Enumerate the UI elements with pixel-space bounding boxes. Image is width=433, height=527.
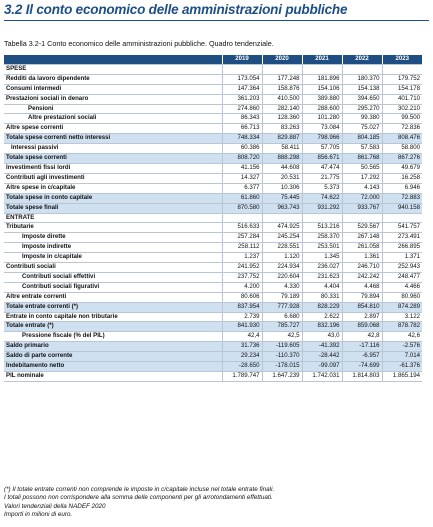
row-label: Totale spese correnti — [4, 154, 222, 164]
row-label: Contributi sociali figurativi — [4, 282, 222, 292]
row-value: 1.371 — [382, 253, 422, 263]
section-row — [4, 213, 422, 223]
row-value: -6.957 — [342, 352, 382, 362]
row-label: SPESE — [4, 64, 222, 74]
row-value — [262, 213, 302, 223]
row-value: 273.491 — [382, 233, 422, 243]
row-value: 529.567 — [342, 223, 382, 233]
row-value: 1.789.747 — [222, 372, 262, 382]
row-value — [342, 213, 382, 223]
table-row — [4, 173, 422, 183]
row-value: 4.466 — [382, 282, 422, 292]
row-value: 785.727 — [262, 322, 302, 332]
row-label: Totale entrate (*) — [4, 322, 222, 332]
table-row — [4, 74, 422, 84]
row-value — [302, 213, 342, 223]
row-value: 5.373 — [302, 183, 342, 193]
row-value — [382, 213, 422, 223]
table-row — [4, 134, 422, 144]
row-value: 808.720 — [222, 154, 262, 164]
row-value: 10.306 — [262, 183, 302, 193]
row-value: 72.883 — [382, 193, 422, 203]
table-row — [4, 114, 422, 124]
row-value: 1.345 — [302, 253, 342, 263]
row-label: Saldo primario — [4, 342, 222, 352]
table-row — [4, 203, 422, 213]
row-value: -17.116 — [342, 342, 382, 352]
row-value: -178.015 — [262, 362, 302, 372]
row-value: 179.752 — [382, 74, 422, 84]
row-value: 72.000 — [342, 193, 382, 203]
row-value: 177.248 — [262, 74, 302, 84]
row-value: 2.622 — [302, 312, 342, 322]
row-value: 147.364 — [222, 84, 262, 94]
row-value — [262, 64, 302, 74]
row-label: Imposte indirette — [4, 243, 222, 253]
row-value: -28.650 — [222, 362, 262, 372]
row-value: 20.531 — [262, 173, 302, 183]
row-label: Consumi intermedi — [4, 84, 222, 94]
table-row — [4, 94, 422, 104]
row-value: 804.185 — [342, 134, 382, 144]
header-year: 2021 — [302, 55, 342, 64]
table-row — [4, 243, 422, 253]
section-heading: 3.2 Il conto economico delle amministrazioni pubbliche — [4, 2, 348, 17]
row-value: 154.106 — [302, 84, 342, 94]
row-value: 57.583 — [342, 144, 382, 154]
row-value: 258.370 — [302, 233, 342, 243]
row-value: 1.361 — [342, 253, 382, 263]
table-notes — [4, 486, 274, 519]
row-value: 224.934 — [262, 263, 302, 273]
row-value: 180.370 — [342, 74, 382, 84]
row-value: 2.739 — [222, 312, 262, 322]
row-value: 181.896 — [302, 74, 342, 84]
row-value: 258.112 — [222, 243, 262, 253]
row-value: 236.027 — [302, 263, 342, 273]
row-value: 73.084 — [302, 124, 342, 134]
row-label: PIL nominale — [4, 372, 222, 382]
row-value: 1.865.194 — [382, 372, 422, 382]
row-value: 6.946 — [382, 183, 422, 193]
row-value: 4.143 — [342, 183, 382, 193]
row-value: 267.148 — [342, 233, 382, 243]
row-value: -61.376 — [382, 362, 422, 372]
row-label: Altre spese correnti — [4, 124, 222, 134]
row-value: 940.158 — [382, 203, 422, 213]
row-value: 44.608 — [262, 163, 302, 173]
heading-rule — [4, 20, 429, 21]
row-value: -41.392 — [302, 342, 342, 352]
row-value: 237.752 — [222, 272, 262, 282]
row-value: 7.014 — [382, 352, 422, 362]
row-value: 220.604 — [262, 272, 302, 282]
row-value: 80.960 — [382, 292, 422, 302]
row-value: 829.887 — [262, 134, 302, 144]
row-value: 17.292 — [342, 173, 382, 183]
table-row — [4, 154, 422, 164]
row-label: ENTRATE — [4, 213, 222, 223]
row-value: 50.565 — [342, 163, 382, 173]
note-line: Valori tendenziali della NADEF 2020 — [4, 502, 106, 510]
row-value: 302.210 — [382, 104, 422, 114]
row-value: 516.633 — [222, 223, 262, 233]
row-label: Imposte in c/capitale — [4, 253, 222, 263]
table-row — [4, 342, 422, 352]
row-label: Totale spese finali — [4, 203, 222, 213]
row-value: 410.500 — [262, 94, 302, 104]
row-value: 288.600 — [302, 104, 342, 114]
row-value: 4.468 — [342, 282, 382, 292]
row-value: 828.229 — [302, 302, 342, 312]
row-value: 41.156 — [222, 163, 262, 173]
row-value: 933.767 — [342, 203, 382, 213]
row-value: 274.860 — [222, 104, 262, 114]
row-value: -2.576 — [382, 342, 422, 352]
row-value: 42,4 — [222, 332, 262, 342]
row-value: 3.122 — [382, 312, 422, 322]
table-row — [4, 263, 422, 273]
row-value: 832.196 — [302, 322, 342, 332]
table-row — [4, 84, 422, 94]
row-value: -119.605 — [262, 342, 302, 352]
row-value: 1.237 — [222, 253, 262, 263]
row-value: -99.097 — [302, 362, 342, 372]
row-label: Imposte dirette — [4, 233, 222, 243]
header-year: 2022 — [342, 55, 382, 64]
row-value: 1.120 — [262, 253, 302, 263]
row-value: 74.622 — [302, 193, 342, 203]
table-row — [4, 104, 422, 114]
row-value: 4.200 — [222, 282, 262, 292]
row-value: 257.284 — [222, 233, 262, 243]
row-value: 42,6 — [382, 332, 422, 342]
row-value: 21.775 — [302, 173, 342, 183]
row-value: 261.058 — [342, 243, 382, 253]
row-value: 394.650 — [342, 94, 382, 104]
row-value: 248.477 — [382, 272, 422, 282]
table-row — [4, 322, 422, 332]
row-label: Saldo di parte corrente — [4, 352, 222, 362]
row-label: Contributi agli investimenti — [4, 173, 222, 183]
table-row — [4, 124, 422, 134]
row-value: 856.671 — [302, 154, 342, 164]
row-value: 42,5 — [262, 332, 302, 342]
row-value: 31.736 — [222, 342, 262, 352]
row-value: 173.054 — [222, 74, 262, 84]
table-row — [4, 302, 422, 312]
row-value: 99.380 — [342, 114, 382, 124]
row-value: 861.768 — [342, 154, 382, 164]
row-value: 854.810 — [342, 302, 382, 312]
row-value: 80.606 — [222, 292, 262, 302]
row-value: 1.742.031 — [302, 372, 342, 382]
row-value: 231.623 — [302, 272, 342, 282]
row-value: 158.876 — [262, 84, 302, 94]
row-value: 474.925 — [262, 223, 302, 233]
row-value: 295.270 — [342, 104, 382, 114]
row-value: 101.280 — [302, 114, 342, 124]
row-value: 874.289 — [382, 302, 422, 312]
row-value: 859.068 — [342, 322, 382, 332]
row-value: 79.894 — [342, 292, 382, 302]
row-label: Altre entrate correnti — [4, 292, 222, 302]
table-row — [4, 372, 422, 382]
row-value: 931.292 — [302, 203, 342, 213]
table-row — [4, 332, 422, 342]
row-value: 154.178 — [382, 84, 422, 94]
row-value: 241.952 — [222, 263, 262, 273]
row-value: 1.814.803 — [342, 372, 382, 382]
table-row — [4, 352, 422, 362]
row-value: 57.705 — [302, 144, 342, 154]
row-value: 47.474 — [302, 163, 342, 173]
row-label: Contributi sociali effettivi — [4, 272, 222, 282]
table-row — [4, 144, 422, 154]
row-value: -110.370 — [262, 352, 302, 362]
row-value: 79.189 — [262, 292, 302, 302]
income-statement-table — [4, 55, 422, 382]
row-value: 154.138 — [342, 84, 382, 94]
row-value: 75.027 — [342, 124, 382, 134]
row-value — [222, 213, 262, 223]
section-row — [4, 64, 422, 74]
row-label: Totale spese correnti netto interessi — [4, 134, 222, 144]
header-year: 2019 — [222, 55, 262, 64]
row-value: 867.276 — [382, 154, 422, 164]
row-value: 66.713 — [222, 124, 262, 134]
row-value: -28.442 — [302, 352, 342, 362]
row-value: 777.928 — [262, 302, 302, 312]
row-label: Contributi sociali — [4, 263, 222, 273]
row-value: 246.710 — [342, 263, 382, 273]
row-value: 245.254 — [262, 233, 302, 243]
row-value — [342, 64, 382, 74]
row-value: 266.895 — [382, 243, 422, 253]
row-value: 43,0 — [302, 332, 342, 342]
table-row — [4, 362, 422, 372]
row-value: 242.242 — [342, 272, 382, 282]
row-value: 60.386 — [222, 144, 262, 154]
table-row — [4, 183, 422, 193]
table-row — [4, 163, 422, 173]
row-value: 888.298 — [262, 154, 302, 164]
header-year: 2023 — [382, 55, 422, 64]
row-value: 361.203 — [222, 94, 262, 104]
row-value: 1.647.239 — [262, 372, 302, 382]
header-year: 2020 — [262, 55, 302, 64]
table-row — [4, 282, 422, 292]
row-label: Totale entrate correnti (*) — [4, 302, 222, 312]
row-value: 252.943 — [382, 263, 422, 273]
row-label: Redditi da lavoro dipendente — [4, 74, 222, 84]
row-value: 837.954 — [222, 302, 262, 312]
row-label: Investimenti fissi lordi — [4, 163, 222, 173]
row-value — [382, 64, 422, 74]
row-value: 253.501 — [302, 243, 342, 253]
row-label: Prestazioni sociali in denaro — [4, 94, 222, 104]
row-value: 282.140 — [262, 104, 302, 114]
row-value: 128.360 — [262, 114, 302, 124]
row-value: 401.710 — [382, 94, 422, 104]
row-value: 4.330 — [262, 282, 302, 292]
row-value: 228.551 — [262, 243, 302, 253]
row-value: 878.782 — [382, 322, 422, 332]
row-value: 870.580 — [222, 203, 262, 213]
table-row — [4, 223, 422, 233]
row-value: 58.411 — [262, 144, 302, 154]
row-value: 513.216 — [302, 223, 342, 233]
row-value: 99.500 — [382, 114, 422, 124]
note-line: Importi in milioni di euro. — [4, 510, 73, 518]
row-value: 86.343 — [222, 114, 262, 124]
row-label: Tributarie — [4, 223, 222, 233]
row-value: 16.258 — [382, 173, 422, 183]
row-label: Pensioni — [4, 104, 222, 114]
row-label: Entrate in conto capitale non tributarie — [4, 312, 222, 322]
row-value — [302, 64, 342, 74]
row-value: 49.679 — [382, 163, 422, 173]
row-label: Altre spese in c/capitale — [4, 183, 222, 193]
table-row — [4, 233, 422, 243]
row-value: 29.234 — [222, 352, 262, 362]
table-row — [4, 272, 422, 282]
table-row — [4, 312, 422, 322]
row-value: 4.404 — [302, 282, 342, 292]
row-value: 541.757 — [382, 223, 422, 233]
row-label: Indebitamento netto — [4, 362, 222, 372]
row-label: Altre prestazioni sociali — [4, 114, 222, 124]
row-value: 72.836 — [382, 124, 422, 134]
row-label: Pressione fiscale (% del PIL) — [4, 332, 222, 342]
row-value: 798.966 — [302, 134, 342, 144]
note-line: I totali possono non corrispondere alla somma delle componenti per gli arrotondamenti effettuati. — [4, 494, 273, 502]
table-body — [4, 64, 422, 381]
row-value: 6.377 — [222, 183, 262, 193]
row-value: 42,8 — [342, 332, 382, 342]
table-row — [4, 193, 422, 203]
row-value: 83.263 — [262, 124, 302, 134]
row-value: 58.800 — [382, 144, 422, 154]
row-value: 808.476 — [382, 134, 422, 144]
row-value — [222, 64, 262, 74]
row-value: 389.880 — [302, 94, 342, 104]
row-value: 80.331 — [302, 292, 342, 302]
row-label: Totale spese in conto capitale — [4, 193, 222, 203]
row-value: -74.699 — [342, 362, 382, 372]
table-header-row — [4, 55, 422, 64]
row-value: 748.334 — [222, 134, 262, 144]
note-line: (*) Il totale entrate correnti non comprende le imposte in c/capitale incluse nel totale entrate finali. — [4, 486, 275, 493]
header-blank — [4, 55, 222, 64]
row-value: 963.743 — [262, 203, 302, 213]
row-value: 14.327 — [222, 173, 262, 183]
table-caption: Tabella 3.2-1 Conto economico delle amministrazioni pubbliche. Quadro tendenziale. — [4, 39, 274, 48]
table-row — [4, 292, 422, 302]
row-value: 841.930 — [222, 322, 262, 332]
row-value: 61.860 — [222, 193, 262, 203]
table-row — [4, 253, 422, 263]
row-label: Interessi passivi — [4, 144, 222, 154]
row-value: 6.680 — [262, 312, 302, 322]
row-value: 2.897 — [342, 312, 382, 322]
row-value: 75.445 — [262, 193, 302, 203]
